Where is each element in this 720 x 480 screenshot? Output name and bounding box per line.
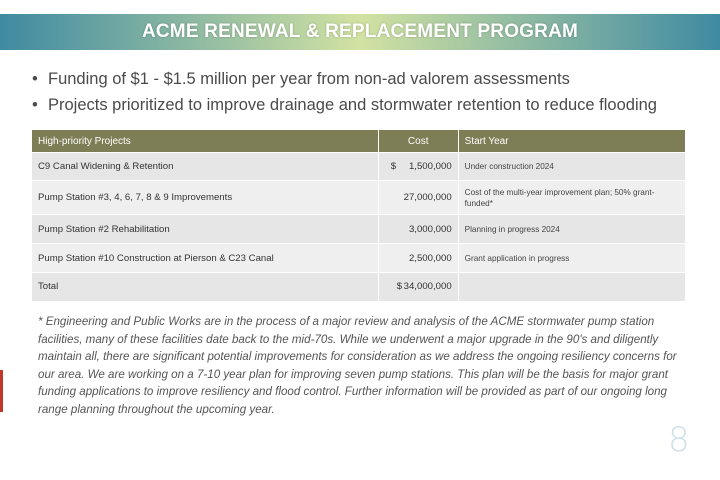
table-row (32, 181, 686, 215)
cell-project: Pump Station #10 Construction at Pierson & C23 Canal (32, 244, 378, 273)
cell-currency: $ (396, 281, 403, 293)
projects-table (32, 130, 686, 301)
cell-start: Grant application in progress (458, 244, 685, 273)
table-row (32, 153, 686, 181)
slide-title: ACME RENEWAL & REPLACEMENT PROGRAM (141, 21, 579, 42)
cell-project: Pump Station #3, 4, 6, 7, 8 & 9 Improvements (32, 181, 378, 215)
bullet-dot-icon: • (32, 96, 38, 114)
title-banner (0, 14, 720, 50)
bullet-list (32, 66, 657, 118)
cell-start: Under construction 2024 (458, 153, 685, 181)
cell-cost (378, 273, 458, 301)
cell-start (458, 273, 685, 301)
footnote: * Engineering and Public Works are in the process of a major review and analysis of the ACME stormwater pump station facilities, many of these facilities date back to the mid-70s. While we underwent a major upgrade in the 90's and diligently maintain all, there are significant potential improvements for consideration as we address the ongoing resiliency concerns for our area. We are working on a 7-10 year plan for improving seven pump stations. This plan will be the basis for major grant funding applications to improve resiliency and flood control. Further information will be provided as part of our ongoing long range planning throughout the upcoming year. (38, 315, 677, 416)
cell-start: Cost of the multi-year improvement plan; 50% grant-funded* (458, 181, 685, 215)
bullet-item (32, 66, 657, 92)
bullet-dot-icon: • (32, 70, 38, 88)
cell-project: Total (32, 273, 378, 301)
bullet-item (32, 92, 657, 118)
cell-cost-value: 34,000,000 (403, 281, 452, 293)
cell-currency: $ (390, 161, 397, 172)
header-cost: Cost (378, 130, 458, 153)
cell-cost: 27,000,000 (378, 181, 458, 215)
cell-cost-value: 1,500,000 (408, 161, 452, 172)
header-start-year: Start Year (458, 130, 685, 153)
table-row (32, 244, 686, 273)
table-total-row (32, 273, 686, 301)
cell-start: Planning in progress 2024 (458, 215, 685, 244)
bullet-text: Funding of $1 - $1.5 million per year from non-ad valorem assessments (48, 70, 570, 88)
header-projects: High-priority Projects (32, 130, 378, 153)
left-edge-marker (0, 370, 3, 412)
cell-project: Pump Station #2 Rehabilitation (32, 215, 378, 244)
cell-cost: 2,500,000 (378, 244, 458, 273)
bullet-text: Projects prioritized to improve drainage and stormwater retention to reduce flooding (48, 96, 657, 114)
cell-cost (378, 153, 458, 181)
table-row (32, 215, 686, 244)
cell-project: C9 Canal Widening & Retention (32, 153, 378, 181)
table-header-row (32, 130, 686, 153)
cell-cost: 3,000,000 (378, 215, 458, 244)
page-number: 8 (668, 420, 690, 460)
